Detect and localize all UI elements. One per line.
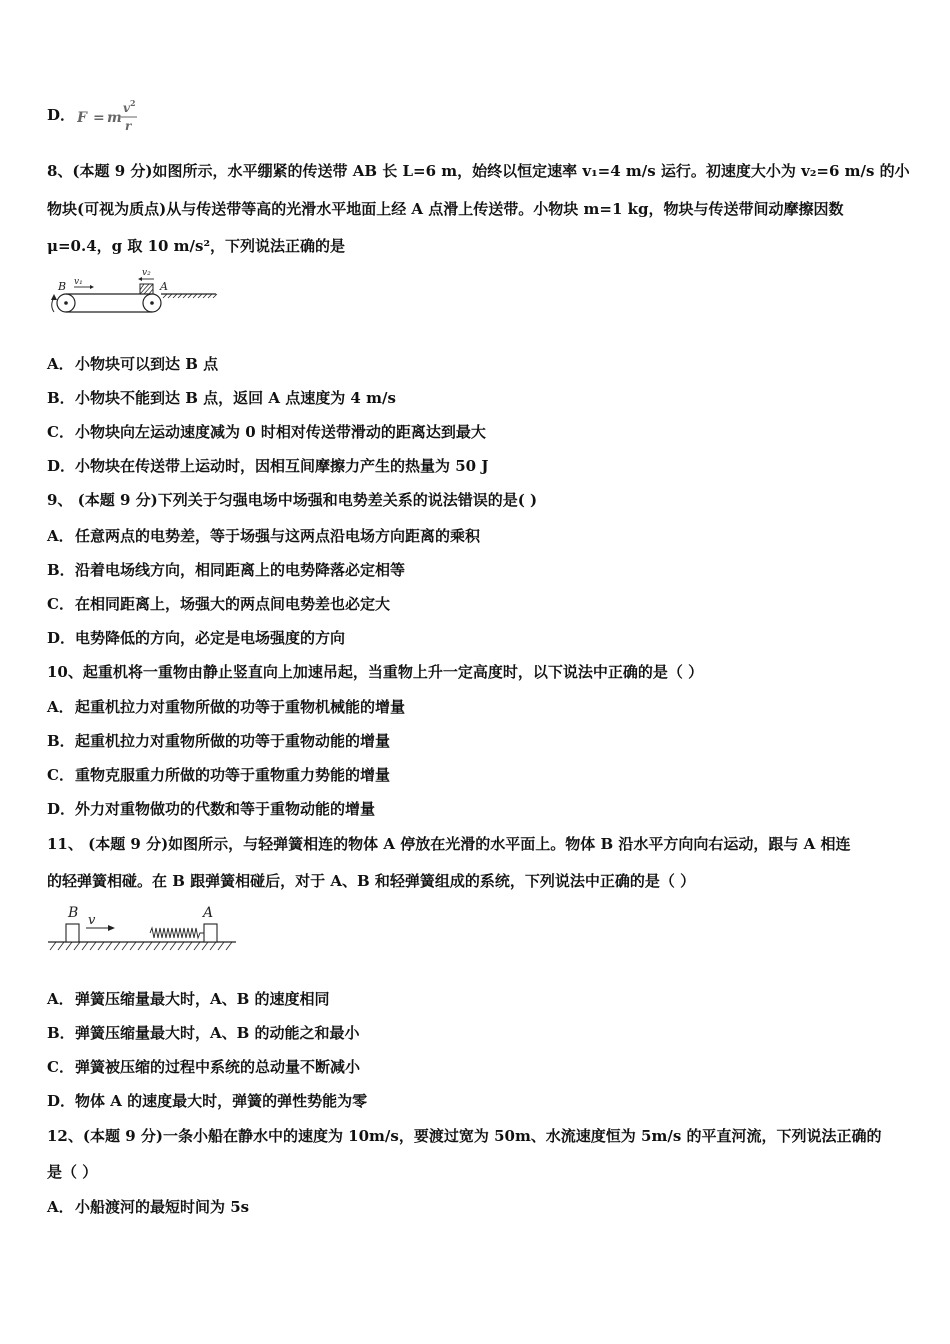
label-v2: v₂ [142, 268, 151, 278]
option-label: B． [47, 561, 75, 579]
q9-option-b [47, 560, 906, 580]
q7-option-d [47, 98, 136, 133]
option-label: B． [47, 1024, 75, 1042]
option-text: 在相同距离上，场强大的两点间电势差也必定大 [75, 595, 391, 613]
q10-stem: 10、起重机将一重物由静止竖直向上加速吊起，当重物上升一定高度时，以下说法中正确的是（ ） [47, 663, 704, 681]
q11-option-a [47, 989, 906, 1009]
v2-arrow-head [138, 277, 142, 281]
q9-stem: 9、 (本题 9 分)下列关于匀强电场中场强和电势差关系的说法错误的是( ) [47, 491, 538, 509]
option-label: A． [47, 1198, 74, 1216]
option-text: 重物克服重力所做的功等于重物重力势能的增量 [75, 766, 391, 784]
option-text: 起重机拉力对重物所做的功等于重物机械能的增量 [75, 698, 406, 716]
option-label: D． [47, 457, 76, 475]
v1-arrow-head [90, 285, 94, 289]
label-b: B [58, 280, 67, 293]
q11-option-c [47, 1057, 906, 1077]
option-text: 小物块向左运动速度减为 0 时相对传送带滑动的距离达到最大 [75, 423, 486, 441]
q10-option-c [47, 765, 906, 785]
option-label: D． [47, 1092, 76, 1110]
option-label: C． [47, 766, 74, 784]
q11-spring-figure [46, 900, 241, 958]
option-label: B． [47, 389, 75, 407]
q11-stem-line-1: 11、 (本题 9 分)如图所示，与轻弹簧相连的物体 A 停放在光滑的水平面上。物体 B 沿水平方向向右运动，跟与 A 相连 [47, 835, 851, 853]
option-text: 弹簧被压缩的过程中系统的总动量不断减小 [75, 1058, 361, 1076]
option-text: 小物块不能到达 B 点，返回 A 点速度为 4 m/s [75, 389, 396, 407]
spring [150, 928, 204, 938]
label-a: A [203, 905, 214, 921]
option-text: 小物块可以到达 B 点 [75, 355, 219, 373]
svg-text:2: 2 [130, 98, 136, 108]
smooth-surface [48, 942, 236, 950]
option-label: C． [47, 1058, 74, 1076]
q8-option-b [47, 388, 906, 408]
label-v1: v₁ [74, 277, 83, 287]
q10-option-a [47, 697, 906, 717]
q11-option-b [47, 1023, 906, 1043]
svg-text:m: m [107, 110, 122, 126]
conveyor-belt [66, 294, 152, 312]
q8-conveyor-figure [46, 268, 221, 318]
option-label: A． [47, 355, 74, 373]
q11-stem-line-2: 的轻弹簧相碰。在 B 跟弹簧相碰后，对于 A、B 和轻弹簧组成的系统，下列说法中正确的是（ ） [47, 872, 696, 890]
q8-option-a [47, 354, 906, 374]
option-label: B． [47, 732, 75, 750]
svg-text:=: = [93, 110, 105, 126]
v-arrow-head [108, 925, 115, 931]
q12-stem-line-2: 是（ ） [47, 1163, 98, 1181]
q11-option-d [47, 1091, 906, 1111]
rotation-arrow [52, 298, 54, 312]
option-text: 任意两点的电势差，等于场强与这两点沿电场方向距离的乘积 [75, 527, 481, 545]
q8-stem-line-1: 8、(本题 9 分)如图所示，水平绷紧的传送带 AB 长 L=6 m，始终以恒定速率 v₁=4 m/s 运行。初速度大小为 v₂=6 m/s 的小 [47, 162, 910, 180]
option-text: 弹簧压缩量最大时，A、B 的动能之和最小 [75, 1024, 360, 1042]
option-text: 沿着电场线方向，相同距离上的电势降落必定相等 [75, 561, 406, 579]
option-label: A． [47, 990, 74, 1008]
left-pulley-axle [64, 301, 68, 305]
option-text: 物体 A 的速度最大时，弹簧的弹性势能为零 [75, 1092, 368, 1110]
rotation-arrow-head [51, 294, 57, 300]
q10-option-d [47, 799, 906, 819]
option-text: 小船渡河的最短时间为 5s [75, 1198, 250, 1216]
option-label: D． [47, 800, 76, 818]
q9-option-c [47, 594, 906, 614]
q8-option-d [47, 456, 906, 476]
q9-option-a [47, 526, 906, 546]
q8-stem-line-3: μ=0.4，g 取 10 m/s²，下列说法正确的是 [47, 237, 346, 255]
option-text: 电势降低的方向，必定是电场强度的方向 [75, 629, 346, 647]
option-text: 起重机拉力对重物所做的功等于重物动能的增量 [75, 732, 391, 750]
block-b [66, 924, 79, 942]
option-label: A． [47, 698, 74, 716]
q12-option-a [47, 1197, 906, 1217]
q7-option-d-label: D． [47, 106, 76, 124]
q7-formula [77, 96, 187, 136]
option-label: C． [47, 423, 74, 441]
q10-option-b [47, 731, 906, 751]
label-b: B [68, 905, 79, 921]
svg-text:v: v [123, 101, 130, 115]
ground-surface [161, 294, 217, 298]
label-a: A [160, 280, 168, 293]
block-a [204, 924, 217, 942]
q9-option-d [47, 628, 906, 648]
block-hatching [140, 284, 153, 294]
option-label: A． [47, 527, 74, 545]
q8-option-c [47, 422, 906, 442]
q8-stem-line-2: 物块(可视为质点)从与传送带等高的光滑水平地面上经 A 点滑上传送带。小物块 m=1 kg，物块与传送带间动摩擦因数 [47, 200, 844, 218]
right-pulley-axle [150, 301, 154, 305]
option-text: 弹簧压缩量最大时，A、B 的速度相同 [75, 990, 330, 1008]
option-text: 外力对重物做功的代数和等于重物动能的增量 [75, 800, 376, 818]
q12-stem-line-1: 12、(本题 9 分)一条小船在静水中的速度为 10m/s，要渡过宽为 50m、水流速度恒为 5m/s 的平直河流，下列说法正确的 [47, 1127, 882, 1145]
small-block [140, 284, 153, 294]
option-text: 小物块在传送带上运动时，因相互间摩擦力产生的热量为 50 J [75, 457, 489, 475]
svg-text:r: r [125, 119, 132, 133]
svg-text:F: F [77, 110, 87, 126]
label-v: v [88, 913, 96, 928]
option-label: C． [47, 595, 74, 613]
option-label: D． [47, 629, 76, 647]
